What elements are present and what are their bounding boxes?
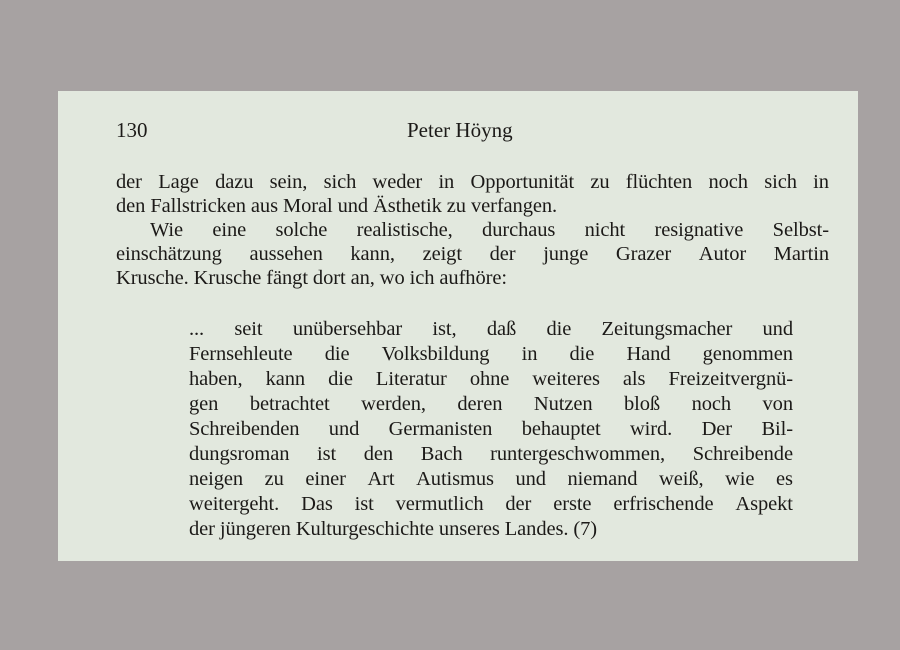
word: als [622,368,646,390]
word: solche [275,219,328,241]
word: kann, [350,243,395,265]
word: Germanisten [388,418,493,440]
word: Zeitungsmacher [601,318,733,340]
word: der [505,493,532,515]
word: sein, [269,171,308,193]
quote-line [189,342,793,366]
word: Hand [626,343,671,365]
word: dungsroman [189,443,290,465]
word: sich [764,171,797,193]
quote-line-last: der jüngeren Kulturgeschichte unseres Landes. (7) [189,518,597,540]
word: junge [543,243,589,265]
word: in [438,171,455,193]
word: wie [725,468,755,490]
word: runtergeschwommen, [490,443,666,465]
word: erfrischende [613,493,714,515]
word: den [363,443,394,465]
word: die [546,318,572,340]
word: Nutzen [533,393,593,415]
word: zu [264,468,284,490]
word: Lage [158,171,199,193]
word: resignative [654,219,744,241]
word: weitergeht. [189,493,280,515]
word: ist, [432,318,457,340]
word: realistische, [356,219,453,241]
word: Aspekt [735,493,793,515]
word: einschätzung [116,243,222,265]
word: wird. [629,418,673,440]
word: Bach [420,443,463,465]
word: niemand [567,468,638,490]
word: bloß [624,393,661,415]
word: flüchten [625,171,693,193]
word: neigen [189,468,244,490]
word: aussehen [249,243,323,265]
word: ... [189,318,205,340]
word: die [328,368,353,390]
word: Bil- [761,418,793,440]
word: Wie [150,219,184,241]
word: Schreibende [692,443,793,465]
word: Das [301,493,333,515]
word: und [328,418,360,440]
word: Art [367,468,395,490]
word: weiß, [659,468,704,490]
word: Selbst- [772,219,829,241]
quote-line [189,367,793,391]
word: behauptet [521,418,601,440]
word: Freizeitvergnü- [668,368,793,390]
word: ist [317,443,337,465]
word: Autor [698,243,747,265]
word: ohne [469,368,510,390]
word: dazu [215,171,254,193]
word: seit [234,318,263,340]
word: Autismus [416,468,494,490]
word: vermutlich [395,493,484,515]
word: die [569,343,595,365]
word: und [762,318,793,340]
body-text-line: den Fallstricken aus Moral und Ästhetik zu verfangen. [116,195,558,217]
body-text-line [116,170,829,194]
word: weiteres [532,368,600,390]
quote-line [189,492,793,516]
body-text-line [116,242,829,266]
quote-line [189,417,793,441]
word: Grazer [615,243,672,265]
word: in [813,171,829,193]
word: Opportunität [470,171,575,193]
word: unübersehbar [292,318,403,340]
word: es [776,468,793,490]
body-text-line: Krusche. Krusche fängt dort an, wo ich aufhöre: [116,267,507,289]
word: der [116,171,142,193]
body-text-line-indented [150,218,829,242]
word: die [324,343,350,365]
quote-line [189,392,793,416]
word: daß [486,318,517,340]
quote-line [189,467,793,491]
quote-line [189,317,793,341]
word: Der [701,418,733,440]
word: Martin [773,243,829,265]
word: in [521,343,538,365]
word: Schreibenden [189,418,300,440]
word: noch [708,171,748,193]
word: zeigt [422,243,462,265]
word: und [515,468,546,490]
book-page [58,91,858,561]
word: betrachtet [249,393,330,415]
word: gen [189,393,219,415]
word: deren [457,393,503,415]
word: Volksbildung [381,343,490,365]
word: sich [323,171,357,193]
word: einer [305,468,346,490]
word: werden, [361,393,426,415]
word: erste [553,493,592,515]
page-number: 130 [116,118,148,142]
word: weder [372,171,423,193]
word: Fernsehleute [189,343,293,365]
word: haben, [189,368,243,390]
quote-line [189,442,793,466]
word: von [762,393,793,415]
word: zu [590,171,610,193]
running-head-author: Peter Höyng [407,118,513,142]
word: genommen [702,343,793,365]
word: nicht [584,219,626,241]
word: noch [691,393,732,415]
word: kann [265,368,306,390]
word: der [489,243,516,265]
word: Literatur [375,368,447,390]
word: eine [212,219,247,241]
word: durchaus [482,219,556,241]
word: ist [354,493,374,515]
